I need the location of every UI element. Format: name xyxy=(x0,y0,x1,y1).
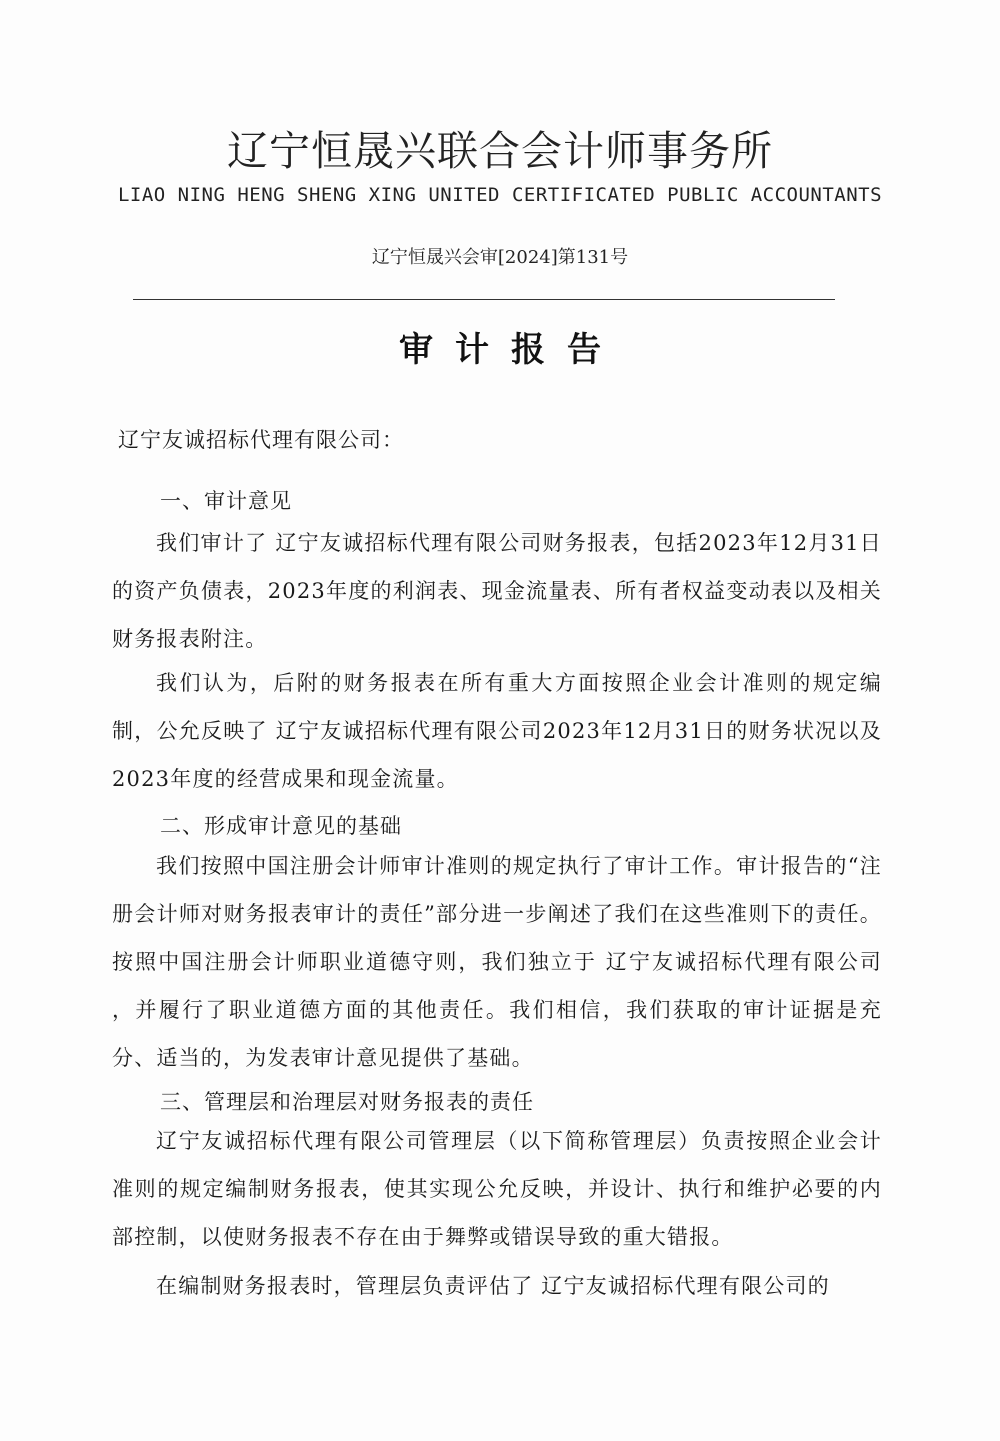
header-divider xyxy=(133,299,835,300)
section-heading-management-responsibility: 三、管理层和治理层对财务报表的责任 xyxy=(160,1090,534,1114)
firm-name-english: LIAO NING HENG SHENG XING UNITED CERTIFICATED PUBLIC ACCOUNTANTS xyxy=(117,184,883,206)
paragraph-opinion: 我们认为，后附的财务报表在所有重大方面按照企业会计准则的规定编制，公允反映了 辽宁友诚招标代理有限公司2023年12月31日的财务状况以及 2023年度的经营成果和现金流量。 xyxy=(112,671,882,791)
report-title: 审计报告 xyxy=(399,330,623,370)
document-number: 辽宁恒晟兴会审[2024]第131号 xyxy=(371,247,629,268)
section-heading-basis: 二、形成审计意见的基础 xyxy=(160,814,402,838)
firm-name-chinese: 辽宁恒晟兴联合会计师事务所 xyxy=(227,127,773,175)
addressee: 辽宁友诚招标代理有限公司： xyxy=(118,428,404,452)
paragraph-audit-scope: 我们审计了 辽宁友诚招标代理有限公司财务报表，包括2023年12月31日的资产负债表，2023年度的利润表、现金流量表、所有者权益变动表以及相关财务报表附注。 xyxy=(112,531,882,651)
paragraph-going-concern: 在编制财务报表时，管理层负责评估了 辽宁友诚招标代理有限公司的 xyxy=(156,1274,830,1298)
paragraph-management-responsibility: 辽宁友诚招标代理有限公司管理层（以下简称管理层）负责按照企业会计准则的规定编制财务报表，使其实现公允反映，并设计、执行和维护必要的内部控制，以使财务报表不存在由于舞弊或错误导致的重大错报。 xyxy=(112,1129,882,1249)
paragraph-basis: 我们按照中国注册会计师审计准则的规定执行了审计工作。审计报告的“注册会计师对财务报表审计的责任”部分进一步阐述了我们在这些准则下的责任。按照中国注册会计师职业道德守则，我们独立于 辽宁友诚招标代理有限公司 ，并履行了职业道德方面的其他责任。我们相信，我们获取的审计证据是充分、适当的，为发表审计意见提供了基础。 xyxy=(112,854,882,1070)
section-heading-audit-opinion: 一、审计意见 xyxy=(160,489,292,513)
